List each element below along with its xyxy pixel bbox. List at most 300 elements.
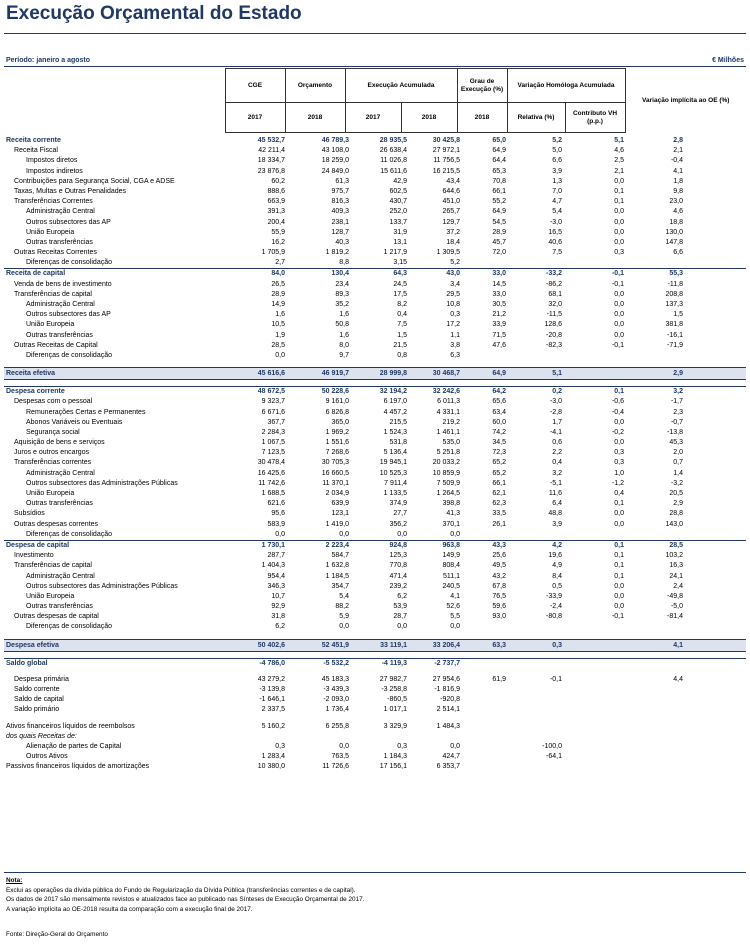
row-label: União Europeia xyxy=(26,321,75,329)
row-cell: 2,4 xyxy=(673,582,683,590)
row-cell: 252,0 xyxy=(389,208,407,216)
row-cell: 4 457,2 xyxy=(383,408,407,416)
table-row xyxy=(4,458,746,468)
table-row xyxy=(4,448,746,458)
row-label: Saldo primário xyxy=(14,706,60,714)
row-cell: 33 206,4 xyxy=(432,641,460,649)
row-cell: 6,3 xyxy=(450,351,460,359)
row-cell: -0,6 xyxy=(611,398,624,406)
table-row xyxy=(4,685,746,695)
row-cell: -1,2 xyxy=(611,479,624,487)
table-row xyxy=(4,136,746,146)
row-cell: -2,4 xyxy=(549,603,562,611)
row-cell: 65,6 xyxy=(492,398,506,406)
table-row xyxy=(4,290,746,300)
row-cell: 8,0 xyxy=(339,341,349,349)
row-cell: 43,4 xyxy=(446,177,460,185)
row-label: Saldo corrente xyxy=(14,686,60,693)
row-cell: 7 911,4 xyxy=(384,479,407,487)
row-cell: 31,8 xyxy=(271,613,285,621)
header-execucao: Execução Acumulada xyxy=(345,69,457,103)
row-cell: 89,3 xyxy=(335,290,349,298)
row-cell: 5,9 xyxy=(339,613,349,621)
row-cell: 3 329,9 xyxy=(383,722,407,730)
row-label: Outras despesas correntes xyxy=(14,520,99,528)
row-cell: 602,5 xyxy=(389,187,407,195)
row-cell: 55,2 xyxy=(492,198,506,206)
row-cell: 10,8 xyxy=(446,301,460,308)
row-cell: 18 334,7 xyxy=(257,157,285,165)
row-cell: 1 133,5 xyxy=(383,490,407,497)
table-row xyxy=(4,705,746,715)
row-cell: 18,8 xyxy=(669,218,683,226)
row-cell: 147,8 xyxy=(665,238,683,246)
row-cell: 5,2 xyxy=(450,259,460,267)
row-cell: 6,6 xyxy=(673,249,683,257)
row-cell: 424,7 xyxy=(442,753,460,761)
table-row xyxy=(4,742,746,752)
row-cell: 30 705,3 xyxy=(321,459,349,467)
meta-bar xyxy=(6,57,744,64)
table-row xyxy=(4,520,746,530)
row-label: Alienação de partes de Capital xyxy=(26,742,122,750)
table-row xyxy=(4,386,746,397)
row-label: Ativos financeiros líquidos de reembolsos xyxy=(6,722,135,730)
table-row xyxy=(4,156,746,166)
row-cell: 7 509,9 xyxy=(436,479,460,487)
row-cell: 16 660,5 xyxy=(321,469,349,477)
row-label: Diferenças de consolidação xyxy=(26,259,112,267)
row-cell: -80,8 xyxy=(546,613,562,621)
row-cell: 770,8 xyxy=(389,562,407,570)
row-cell: 219,2 xyxy=(442,418,460,426)
row-cell: 64,2 xyxy=(492,388,506,396)
row-cell: -2 093,0 xyxy=(323,696,349,704)
table-row xyxy=(4,320,746,330)
row-label: Despesa de capital xyxy=(6,541,70,549)
row-cell: 644,6 xyxy=(442,187,460,195)
row-cell: 1,7 xyxy=(552,418,562,426)
row-cell: 1 283,4 xyxy=(261,753,285,761)
header-blank xyxy=(4,69,225,103)
row-cell: 0,0 xyxy=(339,742,349,750)
title-rule xyxy=(4,33,746,34)
row-cell: 9 323,7 xyxy=(261,398,285,406)
row-cell: 8,4 xyxy=(552,572,562,580)
row-cell: 5,4 xyxy=(339,592,349,600)
row-cell: 19,6 xyxy=(548,552,562,560)
row-cell: -0,1 xyxy=(611,341,624,349)
row-cell: 0,3 xyxy=(450,311,460,319)
row-cell: 42 211,4 xyxy=(258,147,285,155)
row-cell: 2,2 xyxy=(552,449,562,457)
row-cell: 0,0 xyxy=(614,290,624,298)
row-cell: 17,2 xyxy=(446,321,460,329)
row-cell: 6 671,6 xyxy=(261,408,285,416)
table-row xyxy=(4,572,746,582)
row-cell: 4,2 xyxy=(552,541,562,549)
row-cell: 26,1 xyxy=(492,520,506,528)
row-cell: 53,9 xyxy=(393,603,407,611)
row-cell: 26 638,4 xyxy=(379,147,407,155)
row-cell: 40,3 xyxy=(335,238,349,246)
row-cell: 68,1 xyxy=(548,290,562,298)
row-label: Remunerações Certas e Permanentes xyxy=(26,408,146,416)
table-row xyxy=(4,300,746,310)
row-cell: 11,6 xyxy=(548,490,562,497)
row-cell: 24,5 xyxy=(393,280,407,288)
row-cell: 239,2 xyxy=(389,582,407,590)
row-cell: 67,8 xyxy=(492,582,506,590)
header-orc-2018: 2018 xyxy=(285,103,345,133)
row-cell: 7,0 xyxy=(552,187,562,195)
row-cell: 535,0 xyxy=(442,439,460,447)
row-cell: 0,0 xyxy=(614,218,624,226)
row-label: Outras transferências xyxy=(26,500,93,508)
row-cell: 0,0 xyxy=(614,439,624,447)
row-label: Subsídios xyxy=(14,510,45,518)
row-cell: 0,0 xyxy=(339,530,349,538)
row-label: Outros subsectores das Administrações Públicas xyxy=(26,582,178,590)
row-cell: -920,8 xyxy=(440,696,460,704)
row-cell: -5,0 xyxy=(670,603,683,611)
row-cell: 0,4 xyxy=(614,490,624,497)
row-cell: 3,2 xyxy=(673,388,683,396)
row-cell: 130,0 xyxy=(665,228,683,236)
row-label: Outras transferências xyxy=(26,603,93,611)
note-line: A variação implícita ao OE-2018 resulta da comparação com a execução final de 2017. xyxy=(6,905,253,913)
table-row xyxy=(4,499,746,509)
row-cell: 33,9 xyxy=(492,321,506,329)
row-cell: 471,4 xyxy=(389,572,407,580)
table-row xyxy=(4,187,746,197)
table-row xyxy=(4,197,746,207)
row-cell: 1 309,5 xyxy=(436,249,460,257)
row-cell: 1,6 xyxy=(275,311,285,319)
row-cell: -0,1 xyxy=(611,270,624,278)
row-cell: 19 945,1 xyxy=(379,459,407,467)
row-cell: 63,4 xyxy=(492,408,506,416)
row-label: Saldo global xyxy=(6,659,48,667)
row-cell: 30,5 xyxy=(492,301,506,308)
row-label: Juros e outros encargos xyxy=(14,449,90,457)
row-cell: 2,1 xyxy=(614,167,624,175)
header-implicita: Variação implícita ao OE (%) xyxy=(642,96,730,104)
row-cell: 5,1 xyxy=(552,370,562,378)
row-label: Contribuições para Segurança Social, CGA e ADSE xyxy=(14,177,175,185)
row-cell: 3,9 xyxy=(552,167,562,175)
row-cell: 2 034,9 xyxy=(325,490,349,497)
row-cell: 33,0 xyxy=(492,270,506,278)
row-cell: 0,0 xyxy=(450,742,460,750)
row-label: Despesa primária xyxy=(14,675,69,683)
row-cell: 61,3 xyxy=(335,177,349,185)
source-label: Fonte: Direção-Geral do Orçamento xyxy=(6,931,108,938)
meta-rule xyxy=(4,66,746,67)
row-cell: 0,0 xyxy=(614,177,624,185)
row-cell: 240,5 xyxy=(442,582,460,590)
row-cell: 0,3 xyxy=(275,742,285,750)
row-cell: 4,6 xyxy=(673,208,683,216)
row-label: Administração Central xyxy=(26,572,95,580)
table-row xyxy=(4,561,746,571)
row-cell: 1,0 xyxy=(614,469,624,477)
row-cell: 1 551,6 xyxy=(325,439,349,447)
row-label: Impostos indiretos xyxy=(26,167,83,175)
row-cell: -3,0 xyxy=(549,398,562,406)
row-label: Saldo de capital xyxy=(14,696,64,704)
row-label: Abonos Variáveis ou Eventuais xyxy=(26,418,123,426)
row-cell: 0,1 xyxy=(614,198,624,206)
row-label: Despesa efetiva xyxy=(6,641,59,649)
row-cell: -0,1 xyxy=(549,675,562,683)
row-cell: -3 439,3 xyxy=(323,686,349,693)
row-cell: 1,4 xyxy=(673,469,683,477)
row-cell: 62,3 xyxy=(492,500,506,508)
row-cell: 28,5 xyxy=(669,541,683,549)
row-cell: 5 136,4 xyxy=(383,449,407,457)
row-cell: 511,1 xyxy=(443,572,460,580)
row-cell: 84,0 xyxy=(271,270,285,278)
row-cell: 0,3 xyxy=(552,641,562,649)
row-cell: 2,5 xyxy=(614,157,624,165)
row-cell: 11 726,6 xyxy=(322,763,349,771)
row-cell: 0,3 xyxy=(614,449,624,457)
row-cell: -860,5 xyxy=(387,696,407,704)
table-row xyxy=(4,438,746,448)
table-row xyxy=(4,331,746,341)
row-cell: 0,1 xyxy=(614,187,624,195)
row-cell: 1 736,4 xyxy=(325,706,349,714)
row-cell: -82,3 xyxy=(546,341,562,349)
row-label: Outros subsectores das Administrações Públicas xyxy=(26,479,178,487)
row-label: Outros subsectores das AP xyxy=(26,218,111,226)
row-cell: 32 242,6 xyxy=(432,388,460,396)
row-cell: 88,2 xyxy=(335,603,349,611)
row-cell: 149,9 xyxy=(442,552,460,560)
table-row xyxy=(4,177,746,187)
row-cell: 9,8 xyxy=(673,187,683,195)
row-label: União Europeia xyxy=(26,228,75,236)
row-cell: 0,5 xyxy=(552,582,562,590)
table-row xyxy=(4,752,746,762)
row-cell: 20 033,2 xyxy=(432,459,460,467)
row-cell: 11 026,8 xyxy=(380,157,407,165)
row-cell: 45 532,7 xyxy=(257,137,285,144)
units-label: € Milhões xyxy=(712,57,744,64)
row-cell: -3 258,8 xyxy=(381,686,407,693)
row-cell: 963,8 xyxy=(442,541,460,549)
row-cell: 103,2 xyxy=(665,552,683,560)
header-orcamento: Orçamento xyxy=(285,69,345,103)
row-label: Receita Fiscal xyxy=(14,147,58,155)
row-cell: 30 425,8 xyxy=(432,137,460,144)
row-label: Outros subsectores das AP xyxy=(26,311,111,319)
note-line: Os dados de 2017 são mensalmente revistos e atualizados face ao publicado nas Sínteses de Execução Orçamental de 2017. xyxy=(6,896,365,904)
row-cell: 10,7 xyxy=(271,592,285,600)
row-cell: 23,4 xyxy=(335,280,349,288)
table-row xyxy=(4,351,746,361)
row-cell: 1 524,3 xyxy=(383,428,407,436)
row-cell: 55,9 xyxy=(271,228,285,236)
row-cell: 95,6 xyxy=(271,510,285,518)
row-cell: 1 484,3 xyxy=(436,722,460,730)
row-label: Receita corrente xyxy=(6,137,61,144)
header-grau-2018: 2018 xyxy=(457,103,507,133)
row-cell: 0,1 xyxy=(614,552,624,560)
row-cell: 1 969,2 xyxy=(325,428,349,436)
row-cell: 7,5 xyxy=(397,321,407,329)
row-cell: 888,6 xyxy=(267,187,285,195)
row-cell: 129,7 xyxy=(442,218,460,226)
row-cell: 208,8 xyxy=(665,290,683,298)
table-row xyxy=(4,280,746,290)
row-cell: 0,0 xyxy=(614,510,624,518)
table-row xyxy=(4,602,746,612)
row-cell: 65,2 xyxy=(492,469,506,477)
row-cell: 1 264,5 xyxy=(436,490,460,497)
row-cell: -13,8 xyxy=(667,428,683,436)
row-cell: -86,2 xyxy=(546,280,562,288)
row-label: Transferências de capital xyxy=(14,290,92,298)
table-row xyxy=(4,695,746,705)
row-cell: 0,8 xyxy=(397,351,407,359)
row-cell: 59,6 xyxy=(492,603,506,611)
row-cell: 23,0 xyxy=(669,198,683,206)
header-variacao: Variação Homóloga Acumulada xyxy=(507,69,625,103)
row-cell: -2 737,7 xyxy=(434,659,460,667)
row-label: Transferências correntes xyxy=(14,459,92,467)
row-cell: 2 337,5 xyxy=(261,706,285,714)
row-cell: -64,1 xyxy=(546,753,562,761)
row-cell: 398,8 xyxy=(442,500,460,508)
row-cell: 35,2 xyxy=(335,301,349,308)
row-cell: 48,8 xyxy=(548,510,562,518)
row-cell: 1,8 xyxy=(673,177,683,185)
row-cell: 1,6 xyxy=(339,331,349,339)
row-cell: 10 380,0 xyxy=(257,763,285,771)
row-cell: 28 935,5 xyxy=(379,137,407,144)
row-cell: 391,3 xyxy=(267,208,285,216)
row-cell: 41,3 xyxy=(446,510,460,518)
row-cell: 16,2 xyxy=(271,238,285,246)
row-cell: 5 160,2 xyxy=(261,722,285,730)
row-cell: 356,2 xyxy=(389,520,407,528)
row-cell: 28,5 xyxy=(271,341,285,349)
row-label: Transferências Correntes xyxy=(14,198,93,206)
row-cell: 1,1 xyxy=(450,331,460,339)
row-cell: 7,5 xyxy=(552,249,562,257)
row-cell: 4,1 xyxy=(450,592,460,600)
row-cell: 367,7 xyxy=(267,418,285,426)
row-cell: 0,0 xyxy=(614,238,624,246)
row-cell: 61,9 xyxy=(492,675,506,683)
table-row xyxy=(4,479,746,489)
row-cell: 37,2 xyxy=(446,228,460,236)
row-cell: 0,3 xyxy=(614,249,624,257)
row-cell: 3,8 xyxy=(450,341,460,349)
table-row xyxy=(4,238,746,248)
row-cell: 2,9 xyxy=(673,370,683,378)
row-cell: 8,8 xyxy=(339,259,349,267)
row-cell: 20,5 xyxy=(669,490,683,497)
row-cell: 42,9 xyxy=(393,177,407,185)
table-row xyxy=(4,732,746,742)
notes-title: Nota: xyxy=(6,877,23,884)
row-cell: 663,9 xyxy=(267,198,285,206)
row-cell: 265,7 xyxy=(442,208,460,216)
row-cell: 33,5 xyxy=(492,510,506,518)
row-cell: 28,8 xyxy=(669,510,683,518)
row-cell: 0,0 xyxy=(397,623,407,631)
row-cell: 0,3 xyxy=(614,459,624,467)
period-label: Período: janeiro a agosto xyxy=(6,57,91,64)
row-cell: 15 611,6 xyxy=(380,167,407,175)
row-cell: -0,4 xyxy=(611,408,624,416)
row-cell: -11,8 xyxy=(667,280,683,288)
row-cell: 583,9 xyxy=(267,520,285,528)
row-cell: 0,0 xyxy=(614,311,624,319)
row-cell: 49,5 xyxy=(492,562,506,570)
row-cell: 10 859,9 xyxy=(432,469,460,477)
row-label: Receita de capital xyxy=(6,270,66,278)
row-cell: 6,4 xyxy=(552,500,562,508)
row-cell: 29,5 xyxy=(446,290,460,298)
row-cell: 0,4 xyxy=(552,459,562,467)
row-cell: -0,4 xyxy=(670,157,683,165)
row-cell: 32,0 xyxy=(548,301,562,308)
row-cell: -33,9 xyxy=(546,592,562,600)
note-line: Exclui as operações da dívida pública do Fundo de Regularização da Dívida Pública (transferências correntes e de capital). xyxy=(6,886,356,894)
notes xyxy=(6,876,364,914)
row-cell: -1 646,1 xyxy=(259,696,285,704)
row-cell: 0,3 xyxy=(397,742,407,750)
row-cell: 45 183,3 xyxy=(321,675,349,683)
row-cell: 76,5 xyxy=(492,592,506,600)
table-row xyxy=(4,639,746,652)
row-cell: 60,2 xyxy=(271,177,285,185)
row-cell: 27 972,1 xyxy=(432,147,460,155)
row-cell: 584,7 xyxy=(331,552,349,560)
row-cell: 2,8 xyxy=(673,137,683,144)
row-cell: 6 011,3 xyxy=(437,398,460,406)
row-cell: 370,1 xyxy=(442,520,460,528)
row-cell: 14,9 xyxy=(271,301,285,308)
row-cell: -3,0 xyxy=(549,218,562,226)
row-cell: 64,4 xyxy=(492,157,506,165)
row-cell: 10 525,3 xyxy=(379,469,407,477)
row-cell: 16,5 xyxy=(548,228,562,236)
row-label: dos quais Receitas de: xyxy=(6,732,77,740)
row-cell: 31,9 xyxy=(393,228,407,236)
row-label: União Europeia xyxy=(26,592,75,600)
row-cell: 43,3 xyxy=(492,541,506,549)
row-cell: 16 215,5 xyxy=(432,167,460,175)
row-cell: 64,3 xyxy=(393,270,407,278)
row-cell: 0,0 xyxy=(614,321,624,329)
row-cell: 0,0 xyxy=(614,228,624,236)
header-exec-2017: 2017 xyxy=(345,103,401,133)
row-cell: 2,3 xyxy=(673,408,683,416)
row-cell: 33,0 xyxy=(492,290,506,298)
header-contributo: Contributo VH (p.p.) xyxy=(565,103,625,133)
table-row xyxy=(4,167,746,177)
row-cell: 1 067,5 xyxy=(261,439,285,447)
row-cell: 65,3 xyxy=(492,167,506,175)
row-cell: 0,1 xyxy=(614,500,624,508)
row-cell: 28 999,8 xyxy=(379,370,407,378)
row-cell: 374,9 xyxy=(389,500,407,508)
